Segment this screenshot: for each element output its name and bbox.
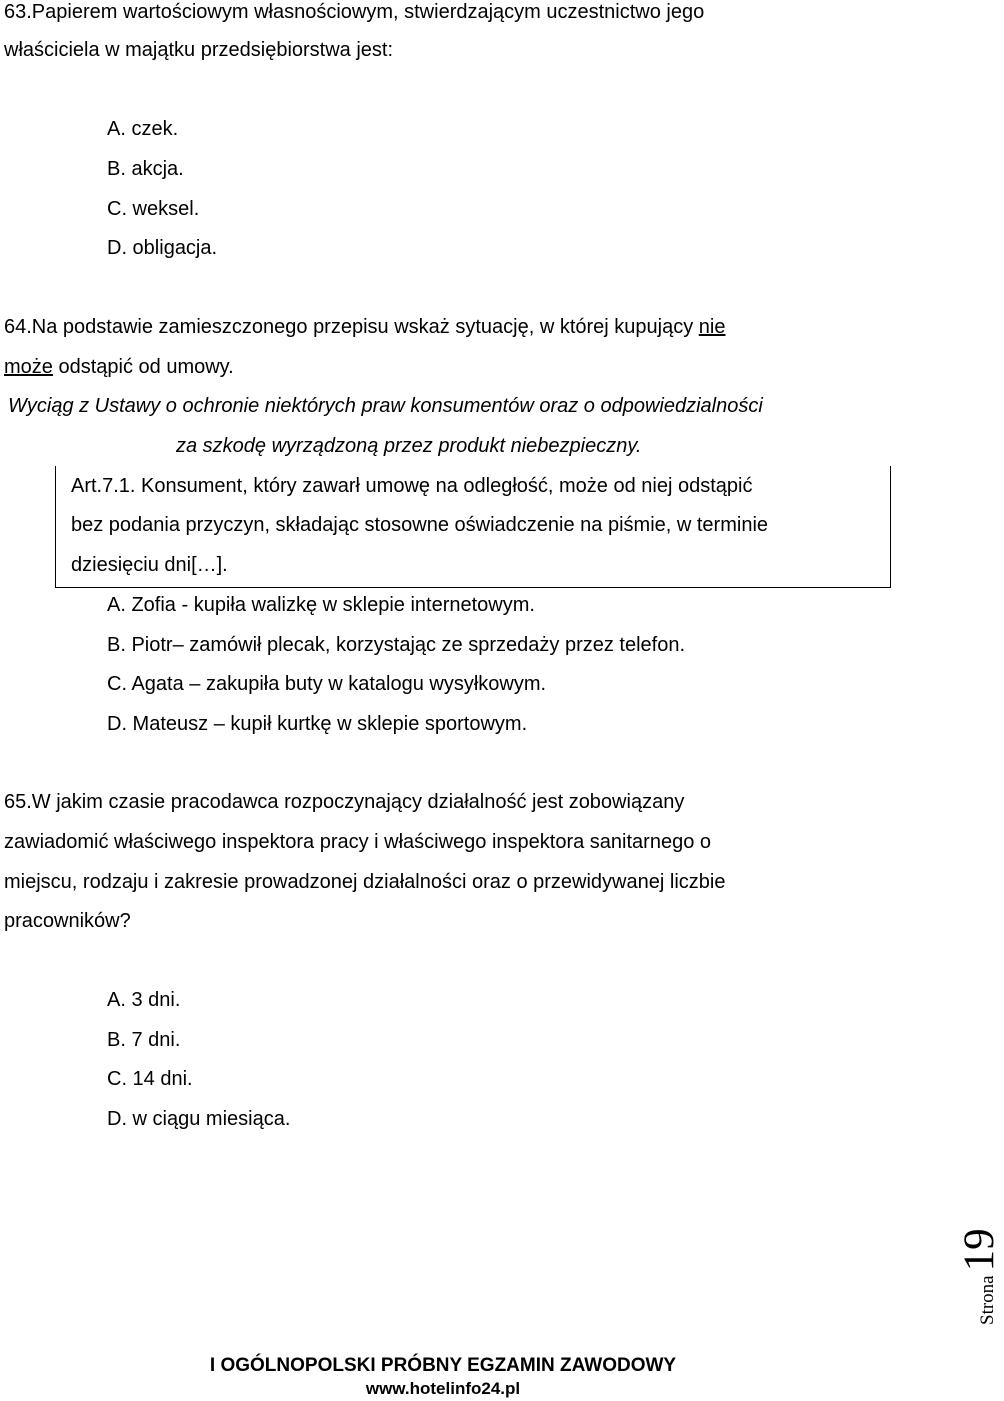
page-number-label xyxy=(955,1228,1004,1325)
q64-line-1-text: 64.Na podstawie zamieszczonego przepisu wskaż sytuację, w której kupujący xyxy=(4,316,699,338)
q64-underlined-nie: nie xyxy=(698,316,726,338)
article-line-1: Art.7.1. Konsument, który zawarł umowę na odległość, może od niej odstąpić xyxy=(71,475,753,497)
q65-line-1: 65.W jakim czasie pracodawca rozpoczynający działalność jest zobowiązany xyxy=(4,791,685,813)
article-line-2: bez podania przyczyn, składając stosowne oświadczenie na piśmie, w terminie xyxy=(71,514,769,536)
footer-title: I OGÓLNOPOLSKI PRÓBNY EGZAMIN ZAWODOWY xyxy=(209,1355,677,1376)
footer-url[interactable]: www.hotelinfo24.pl xyxy=(365,1379,521,1398)
q64-option-a: A. Zofia - kupiła walizkę w sklepie internetowym. xyxy=(107,594,535,616)
q64-line-2 xyxy=(4,355,234,379)
q64-option-d: D. Mateusz – kupił kurtkę w sklepie sportowym. xyxy=(107,713,528,735)
q63-option-b: B. akcja. xyxy=(107,158,184,180)
q63-line-1: 63.Papierem wartościowym własnościowym, stwierdzającym uczestnictwo jego xyxy=(4,1,705,23)
q64-excerpt-title-2: za szkodę wyrządzoną przez produkt niebezpieczny. xyxy=(176,435,642,457)
page-word: Strona xyxy=(977,1275,998,1325)
q63-option-a: A. czek. xyxy=(107,118,179,140)
q64-line-2-text: odstąpić od umowy. xyxy=(52,356,234,378)
q65-option-c: C. 14 dni. xyxy=(107,1068,193,1090)
q65-option-d: D. w ciągu miesiąca. xyxy=(107,1108,291,1130)
article-line-3: dziesięciu dni[…]. xyxy=(71,554,228,576)
q63-option-d: D. obligacja. xyxy=(107,237,218,259)
q65-line-4: pracowników? xyxy=(4,910,131,932)
q64-excerpt-title-1: Wyciąg z Ustawy o ochronie niektórych praw konsumentów oraz o odpowiedzialności xyxy=(8,395,763,417)
q65-option-a: A. 3 dni. xyxy=(107,989,181,1011)
q64-option-c: C. Agata – zakupiła buty w katalogu wysyłkowym. xyxy=(107,673,547,695)
q64-option-b: B. Piotr– zamówił plecak, korzystając ze sprzedaży przez telefon. xyxy=(107,634,686,656)
q65-line-2: zawiadomić właściwego inspektora pracy i właściwego inspektora sanitarnego o xyxy=(4,831,712,853)
q64-underlined-moze: może xyxy=(4,356,53,378)
q63-option-c: C. weksel. xyxy=(107,198,200,220)
q64-line-1 xyxy=(4,315,725,339)
q65-line-3: miejscu, rodzaju i zakresie prowadzonej działalności oraz o przewidywanej liczbie xyxy=(4,871,726,893)
q65-option-b: B. 7 dni. xyxy=(107,1029,181,1051)
page-number: 19 xyxy=(956,1228,1003,1272)
q63-line-2: właściciela w majątku przedsiębiorstwa jest: xyxy=(4,39,394,61)
